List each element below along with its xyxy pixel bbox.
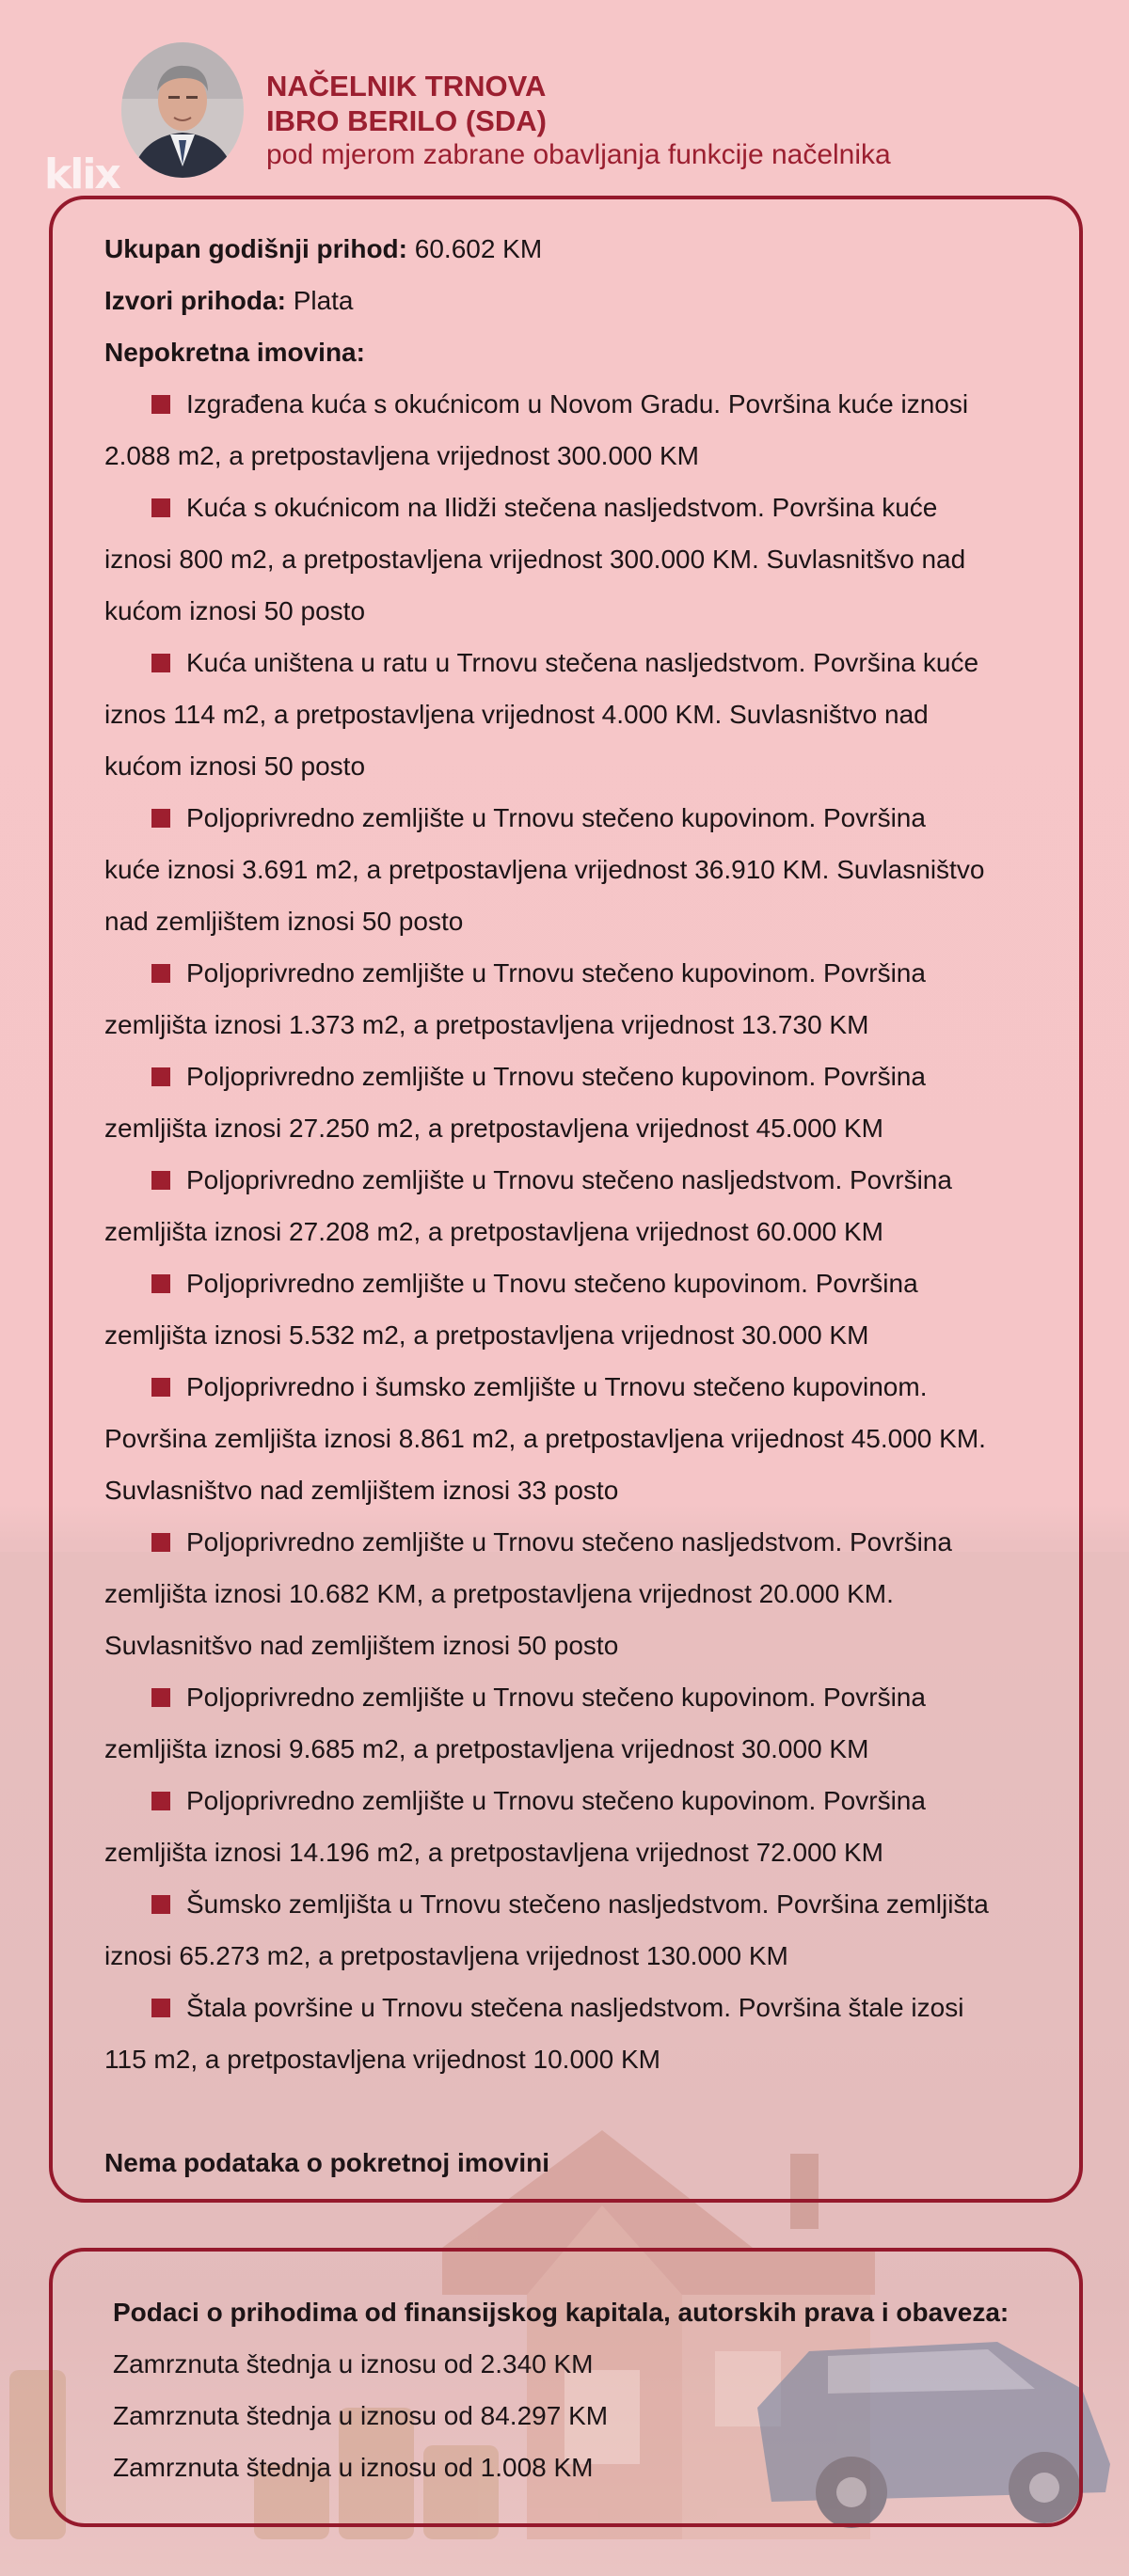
real-estate-item-first-line — [104, 637, 1055, 688]
real-estate-item-continuation: zemljišta iznosi 14.196 m2, a pretpostavljena vrijednost 72.000 KM — [104, 1838, 883, 1867]
asset-declaration-box — [49, 196, 1083, 2203]
real-estate-item-continuation: zemljišta iznosi 27.208 m2, a pretpostavljena vrijednost 60.000 KM — [104, 1217, 883, 1246]
title-line-2: IBRO BERILO (SDA) — [266, 104, 547, 137]
square-bullet-icon — [151, 1378, 170, 1397]
real-estate-item-text: Poljoprivredno zemljište u Trnovu stečeno kupovinom. Površina — [186, 1786, 926, 1815]
real-estate-item-text: Izgrađena kuća s okućnicom u Novom Gradu. Površina kuće iznosi — [186, 389, 969, 419]
real-estate-item-text: Kuća s okućnicom na Ilidži stečena nasljedstvom. Površina kuće — [186, 493, 938, 522]
real-estate-item — [104, 1775, 1055, 1878]
real-estate-item-continuation: zemljišta iznosi 10.682 KM, a pretpostavljena vrijednost 20.000 KM. — [104, 1579, 894, 1608]
real-estate-item-first-line — [104, 1775, 1055, 1826]
real-estate-item-first-line — [104, 482, 1055, 533]
capital-income-content — [113, 2286, 1054, 2493]
page-subtitle: pod mjerom zabrane obavljanja funkcije načelnika — [266, 139, 891, 170]
real-estate-item — [104, 1051, 1055, 1154]
square-bullet-icon — [151, 1895, 170, 1914]
real-estate-item-first-line — [104, 1361, 1055, 1413]
real-estate-item-continuation: zemljišta iznosi 1.373 m2, a pretpostavljena vrijednost 13.730 KM — [104, 1010, 869, 1039]
square-bullet-icon — [151, 964, 170, 983]
real-estate-item-continuation: iznosi 65.273 m2, a pretpostavljena vrijednost 130.000 KM — [104, 1941, 788, 1970]
capital-income-box — [49, 2248, 1083, 2527]
real-estate-item — [104, 637, 1055, 792]
annual-income-value: 60.602 KM — [414, 234, 543, 263]
real-estate-label: Nepokretna imovina: — [104, 338, 365, 367]
real-estate-item — [104, 1878, 1055, 1982]
real-estate-heading — [104, 326, 1055, 378]
real-estate-item-text: Šumsko zemljišta u Trnovu stečeno nasljedstvom. Površina zemljišta — [186, 1889, 989, 1919]
real-estate-item-continuation: Suvlasništvo nad zemljištem iznosi 33 posto — [104, 1476, 619, 1505]
real-estate-item-first-line — [104, 1878, 1055, 1930]
klix-logo: klix — [44, 150, 119, 198]
real-estate-item-text: Kuća uništena u ratu u Trnovu stečena nasljedstvom. Površina kuće — [186, 648, 979, 677]
square-bullet-icon — [151, 654, 170, 672]
title-line-1: NAČELNIK TRNOVA — [266, 70, 547, 103]
movable-assets-row — [104, 2137, 1055, 2189]
real-estate-item — [104, 482, 1055, 637]
real-estate-item — [104, 1257, 1055, 1361]
real-estate-item — [104, 378, 1055, 482]
income-sources-value: Plata — [293, 286, 354, 315]
square-bullet-icon — [151, 1792, 170, 1810]
real-estate-item — [104, 1671, 1055, 1775]
real-estate-item-text: Poljoprivredno zemljište u Trnovu stečeno kupovinom. Površina — [186, 1683, 926, 1712]
real-estate-item — [104, 1982, 1055, 2085]
square-bullet-icon — [151, 395, 170, 414]
capital-income-title: Podaci o prihodima od finansijskog kapitala, autorskih prava i obaveza: — [113, 2298, 1010, 2327]
real-estate-item-text: Poljoprivredno zemljište u Trnovu stečeno kupovinom. Površina — [186, 803, 926, 832]
real-estate-item-continuation: 115 m2, a pretpostavljena vrijednost 10.000 KM — [104, 2045, 660, 2074]
real-estate-item — [104, 1516, 1055, 1671]
real-estate-item-continuation: nad zemljištem iznosi 50 posto — [104, 907, 464, 936]
header — [0, 0, 1129, 198]
real-estate-item-first-line — [104, 947, 1055, 999]
real-estate-item-first-line — [104, 1516, 1055, 1568]
real-estate-item — [104, 792, 1055, 947]
real-estate-item-continuation: kuće iznosi 3.691 m2, a pretpostavljena vrijednost 36.910 KM. Suvlasništvo — [104, 855, 985, 884]
real-estate-item-text: Poljoprivredno zemljište u Trnovu stečeno kupovinom. Površina — [186, 1062, 926, 1091]
square-bullet-icon — [151, 1688, 170, 1707]
square-bullet-icon — [151, 1274, 170, 1293]
real-estate-item-continuation: kućom iznosi 50 posto — [104, 596, 366, 625]
real-estate-item — [104, 1361, 1055, 1516]
real-estate-item-first-line — [104, 378, 1055, 430]
real-estate-item-continuation: kućom iznosi 50 posto — [104, 751, 366, 781]
real-estate-list — [104, 378, 1055, 2085]
asset-declaration-content — [104, 223, 1055, 2189]
real-estate-item-first-line — [104, 1982, 1055, 2033]
portrait-image — [121, 42, 244, 178]
capital-item: Zamrznuta štednja u iznosu od 84.297 KM — [113, 2401, 609, 2430]
real-estate-item-continuation: iznos 114 m2, a pretpostavljena vrijednost 4.000 KM. Suvlasništvo nad — [104, 700, 929, 729]
income-sources-row — [104, 275, 1055, 326]
real-estate-item-continuation: zemljišta iznosi 5.532 m2, a pretpostavljena vrijednost 30.000 KM — [104, 1320, 869, 1350]
real-estate-item-continuation: 2.088 m2, a pretpostavljena vrijednost 300.000 KM — [104, 441, 699, 470]
real-estate-item-text: Štala površine u Trnovu stečena nasljedstvom. Površina štale izosi — [186, 1993, 964, 2022]
square-bullet-icon — [151, 1533, 170, 1552]
real-estate-item-text: Poljoprivredno zemljište u Trnovu stečeno nasljedstvom. Površina — [186, 1165, 952, 1194]
real-estate-item-continuation: Suvlasnitšvo nad zemljištem iznosi 50 posto — [104, 1631, 619, 1660]
real-estate-item-text: Poljoprivredno zemljište u Tnovu stečeno kupovinom. Površina — [186, 1269, 918, 1298]
square-bullet-icon — [151, 1171, 170, 1190]
real-estate-item-first-line — [104, 1051, 1055, 1102]
capital-item: Zamrznuta štednja u iznosu od 2.340 KM — [113, 2349, 594, 2378]
real-estate-item-text: Poljoprivredno zemljište u Trnovu stečeno nasljedstvom. Površina — [186, 1527, 952, 1557]
income-sources-label: Izvori prihoda: — [104, 286, 286, 315]
avatar — [121, 42, 244, 178]
real-estate-item-continuation: zemljišta iznosi 27.250 m2, a pretpostavljena vrijednost 45.000 KM — [104, 1114, 883, 1143]
capital-income-list — [113, 2338, 1054, 2493]
real-estate-item-continuation: Površina zemljišta iznosi 8.861 m2, a pretpostavljena vrijednost 45.000 KM. — [104, 1424, 986, 1453]
real-estate-item-first-line — [104, 1671, 1055, 1723]
real-estate-item-first-line — [104, 1257, 1055, 1309]
real-estate-item-first-line — [104, 1154, 1055, 1206]
square-bullet-icon — [151, 498, 170, 517]
real-estate-item — [104, 947, 1055, 1051]
real-estate-item-continuation: iznosi 800 m2, a pretpostavljena vrijednost 300.000 KM. Suvlasnitšvo nad — [104, 545, 966, 574]
real-estate-item-text: Poljoprivredno i šumsko zemljište u Trnovu stečeno kupovinom. — [186, 1372, 928, 1401]
capital-item: Zamrznuta štednja u iznosu od 1.008 KM — [113, 2453, 594, 2482]
square-bullet-icon — [151, 1067, 170, 1086]
real-estate-item-first-line — [104, 792, 1055, 844]
spacer — [104, 2085, 1055, 2137]
page-title — [266, 69, 547, 138]
real-estate-item-continuation: zemljišta iznosi 9.685 m2, a pretpostavljena vrijednost 30.000 KM — [104, 1734, 869, 1763]
annual-income-row — [104, 223, 1055, 275]
square-bullet-icon — [151, 809, 170, 828]
square-bullet-icon — [151, 1999, 170, 2017]
movable-assets-note: Nema podataka o pokretnoj imovini — [104, 2148, 549, 2177]
annual-income-label: Ukupan godišnji prihod: — [104, 234, 407, 263]
real-estate-item — [104, 1154, 1055, 1257]
real-estate-item-text: Poljoprivredno zemljište u Trnovu stečeno kupovinom. Površina — [186, 958, 926, 988]
